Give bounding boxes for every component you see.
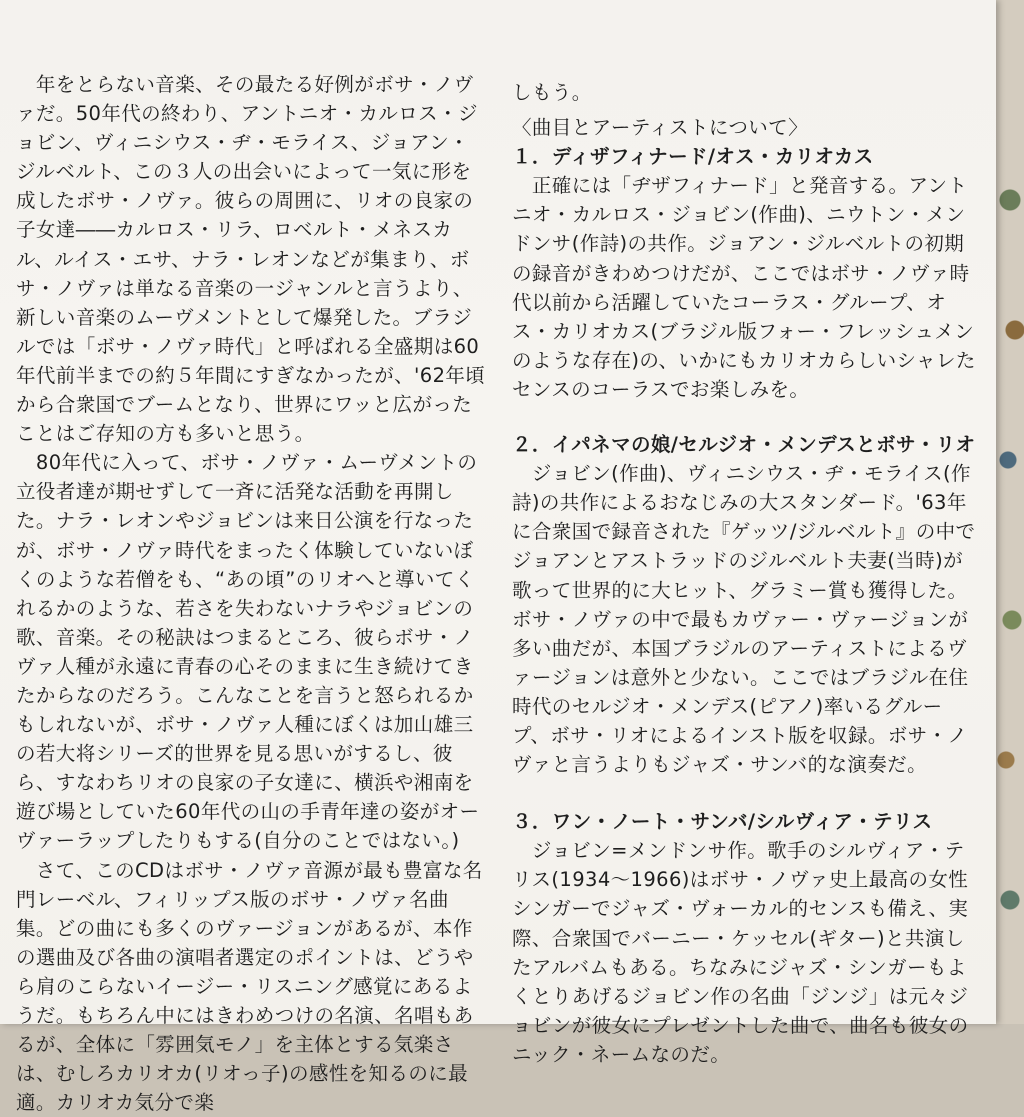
track-description: ジョビン=メンドンサ作。歌手のシルヴィア・テリス(1934〜1966)はボサ・ノヴァ史上最高の女性シンガーでジャズ・ヴォーカル的センスも備え、実際、合衆国でバーニー・ケッセル(ギター)と共演したアルバムもある。ちなみにジャズ・シンガーもよくとりあげるジョビン作の名曲「ジンジ」は元々ジョビンが彼女にプレゼントした曲で、曲名も彼女のニック・ネームなのだ。 [512, 839, 969, 1066]
track-entry [512, 142, 978, 404]
track-entry [512, 807, 978, 1069]
paragraph-intro: 年をとらない音楽、その最たる好例がボサ・ノヴァだ。50年代の終わり、アントニオ・カルロス・ジョビン、ヴィニシウス・ヂ・モライス、ジョアン・ジルベルト、この３人の出会いによって一気に形を成したボサ・ノヴァ。彼らの周囲に、リオの良家の子女達――カルロス・リラ、ロベルト・メネスカル、ルイス・エサ、ナラ・レオンなどが集まり、ボサ・ノヴァは単なる音楽の一ジャンルと言うより、新しい音楽のムーヴメントとして爆発した。ブラジルでは「ボサ・ノヴァ時代」と呼ばれる全盛期は60年代前半までの約５年間にすぎなかったが、'62年頃から合衆国でブームとなり、世界にワッと広がったことはご存知の方も多いと思う。 [16, 73, 486, 446]
paragraph-eighties: 80年代に入って、ボサ・ノヴァ・ムーヴメントの立役者達が期せずして一斉に活発な活動を再開した。ナラ・レオンやジョビンは来日公演を行なったが、ボサ・ノヴァ時代をまったく体験していないぼくのような若僧をも、“あの頃”のリオへと導いてくれるかのような、若さを失わないナラやジョビンの歌、音楽。その秘訣はつまるところ、彼らボサ・ノヴァ人種が永遠に青春の心そのままに生き続けてきたからなのだろう。こんなことを言うと怒られるかもしれないが、ボサ・ノヴァ人種にぼくは加山雄三の若大将シリーズ的世界を見る思いがするし、彼ら、すなわちリオの良家の子女達に、横浜や湘南を遊び場としていた60年代の山の手青年達の姿がオーヴァーラップしたりもする(自分のことではない。) [16, 451, 480, 853]
paragraph-continuation: しもう。 [512, 81, 592, 104]
track-description: ジョビン(作曲)、ヴィニシウス・ヂ・モライス(作詩)の共作によるおなじみの大スタンダード。'63年に合衆国で録音された『ゲッツ/ジルベルト』の中でジョアンとアストラッドのジルベルト夫妻(当時)が歌って世界的に大ヒット、グラミー賞も獲得した。ボサ・ノヴァの中で最もカヴァー・ヴァージョンが多い曲だが、本国ブラジルのアーティストによるヴァージョンは意外と少ない。ここではブラジル在住時代のセルジオ・メンデス(ピアノ)率いるグループ、ボサ・リオによるインスト版を収録。ボサ・ノヴァと言うよりもジャズ・サンバ的な演奏だ。 [512, 462, 976, 777]
left-column [16, 70, 488, 1117]
track-heading: １．ディザフィナード/オス・カリオカス [512, 145, 874, 169]
track-description: 正確には「ヂザフィナード」と発音する。アントニオ・カルロス・ジョビン(作曲)、ニウトン・メンドンサ(作詩)の共作。ジョアン・ジルベルトの初期の録音がきわめつけだが、ここではボサ・ノヴァ時代以前から活躍していたコーラス・グループ、オス・カリオカス(ブラジル版フォー・フレッシュメンのような存在)の、いかにもカリオカらしいシャレたセンスのコーラスでお楽しみを。 [512, 174, 976, 401]
paragraph-compilation: さて、このCDはボサ・ノヴァ音源が最も豊富な名門レーベル、フィリップス版のボサ・ノヴァ名曲集。どの曲にも多くのヴァージョンがあるが、本作の選曲及び各曲の演唱者選定のポイントは、どうやら肩のこらないイージー・リスニング感覚にあるようだ。もちろん中にはきわめつけの名演、名唱もあるが、全体に「雰囲気モノ」を主体とする気楽さは、むしろカリオカ(リオっ子)の感性を知るのに最適。カリオカ気分で楽 [16, 858, 483, 1115]
right-column [512, 78, 978, 1069]
track-entry [512, 430, 978, 779]
track-heading: ２．イパネマの娘/セルジオ・メンデスとボサ・リオ [512, 433, 976, 457]
track-heading: ３．ワン・ノート・サンバ/シルヴィア・テリス [512, 810, 933, 834]
section-title: 〈曲目とアーティストについて〉 [512, 116, 808, 140]
